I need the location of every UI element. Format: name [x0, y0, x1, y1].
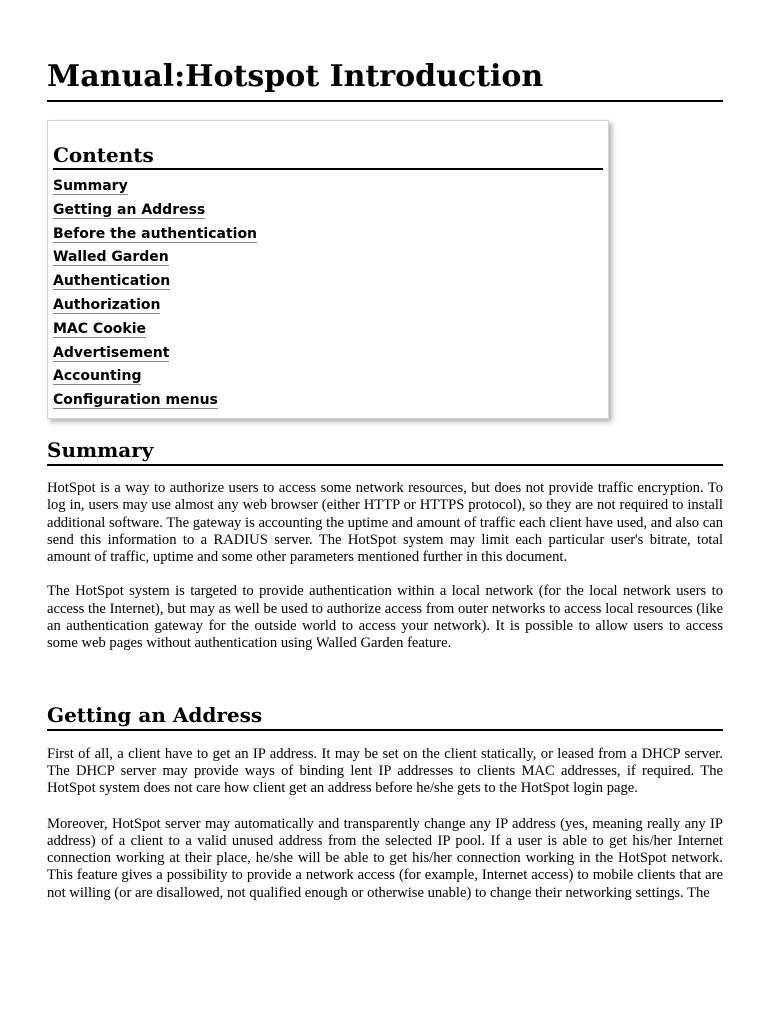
toc-item	[53, 245, 603, 269]
toc-item	[53, 341, 603, 365]
toc-item	[53, 222, 603, 246]
toc-link-authentication[interactable]: Authentication	[53, 273, 171, 290]
toc-item	[53, 364, 603, 388]
toc-link-mac-cookie[interactable]: MAC Cookie	[53, 320, 147, 337]
table-of-contents	[47, 120, 609, 419]
toc-item	[53, 388, 603, 412]
summary-paragraph-1: HotSpot is a way to authorize users to access some network resources, but does not provide traffic encryption. To log in, users may use almost any web browser (either HTTP or HTTPS protocol), so they are not required to install additional software. The gateway is accounting the uptime and amount of traffic each client have used, and also can send this information to a RADIUS server. The HotSpot system may limit each particular user's bitrate, total amount of traffic, uptime and some other parameters mentioned further in this document.	[47, 479, 723, 566]
summary-paragraph-2: The HotSpot system is targeted to provide authentication within a local network (for the local network users to access the Internet), but may as well be used to authorize access from outer networks to access local resources (like an authentication gateway for the outside world to access your network). It is possible to allow users to access some web pages without authentication using Walled Garden feature.	[47, 583, 723, 652]
toc-link-configuration-menus[interactable]: Configuration menus	[53, 392, 218, 409]
toc-item	[53, 269, 603, 293]
toc-link-before-the-authentication[interactable]: Before the authentication	[53, 225, 258, 242]
toc-heading: Contents	[53, 142, 603, 170]
toc-item	[53, 198, 603, 222]
toc-item	[53, 293, 603, 317]
toc-item	[53, 317, 603, 341]
getting-address-paragraph-1: First of all, a client have to get an IP address. It may be set on the client statically, or leased from a DHCP server. The DHCP server may provide ways of binding lent IP addresses to clients MAC addresses, if required. The HotSpot system does not care how client get an address before he/she gets to the HotSpot login page.	[47, 745, 723, 797]
toc-link-advertisement[interactable]: Advertisement	[53, 344, 170, 361]
page-content	[47, 56, 723, 902]
toc-link-summary[interactable]: Summary	[53, 178, 128, 194]
toc-link-accounting[interactable]: Accounting	[53, 368, 142, 385]
toc-list	[53, 174, 603, 412]
section-heading-summary: Summary	[47, 437, 723, 466]
toc-link-walled-garden[interactable]: Walled Garden	[53, 249, 169, 266]
getting-address-paragraph-2: Moreover, HotSpot server may automatically and transparently change any IP address (yes, meaning really any IP address) of a client to a valid unused address from the selected IP pool. If a user is able to get his/her Internet connection working at their place, he/she will be able to get his/her connection working in the HotSpot network. This feature gives a possibility to provide a network access (for example, Internet access) to mobile clients that are not willing (or are disallowed, not qualified enough or otherwise unable) to change their networking settings. The	[47, 815, 723, 901]
toc-link-authorization[interactable]: Authorization	[53, 296, 161, 313]
toc-link-getting-an-address[interactable]: Getting an Address	[53, 201, 206, 218]
section-heading-getting-an-address: Getting an Address	[47, 702, 723, 731]
page-title: Manual:Hotspot Introduction	[47, 56, 723, 102]
toc-item	[53, 174, 603, 198]
